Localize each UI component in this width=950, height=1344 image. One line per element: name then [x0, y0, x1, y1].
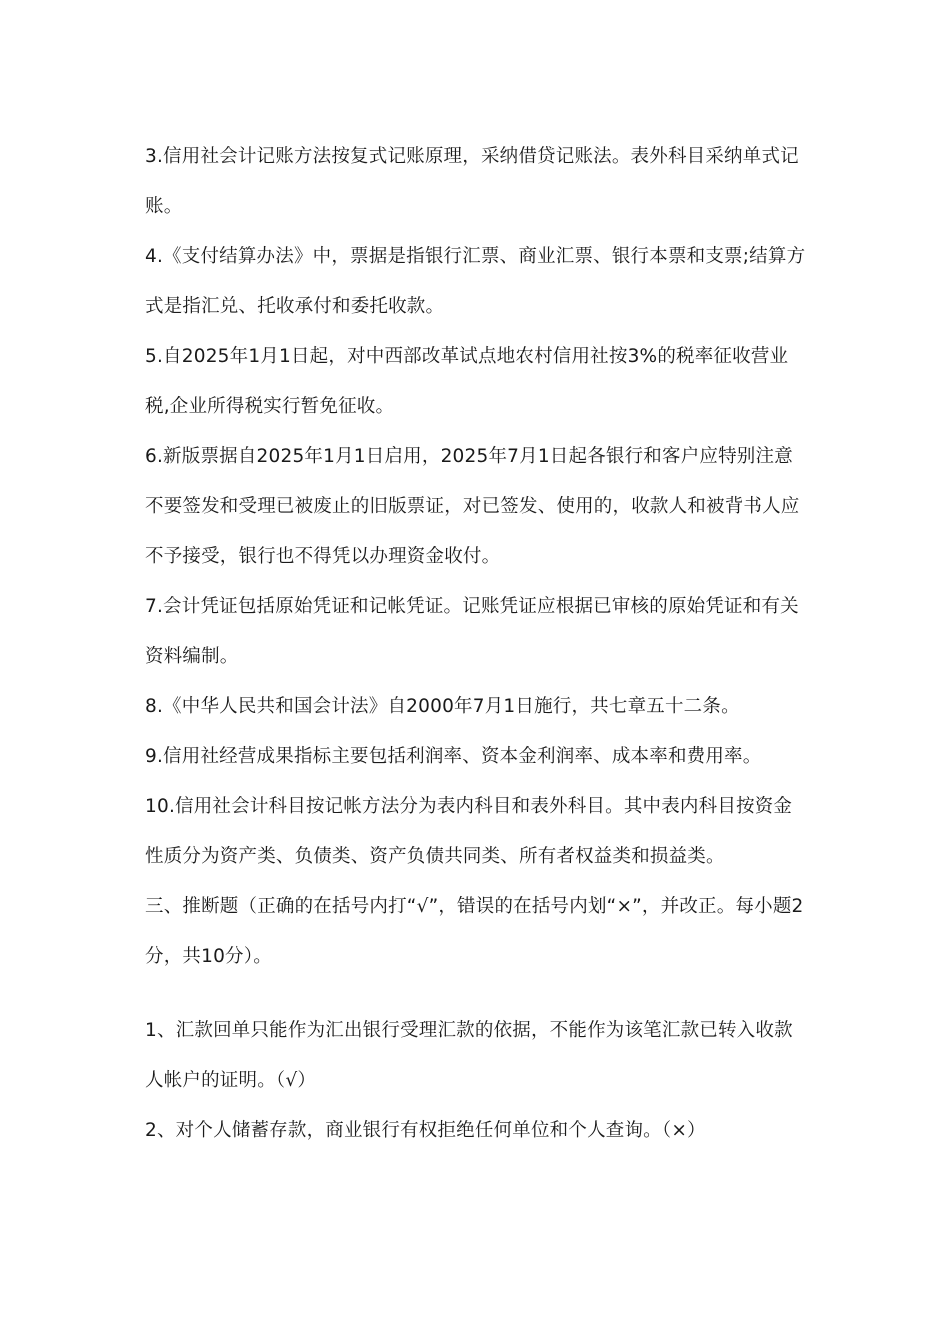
- paragraph-item-7: 7.会计凭证包括原始凭证和记帐凭证。记账凭证应根据已审核的原始凭证和有关资料编制。: [145, 596, 799, 667]
- paragraph-item-9: 9.信用社经营成果指标主要包括利润率、资本金利润率、成本率和费用率。: [145, 746, 762, 767]
- paragraph-item-4: 4.《支付结算办法》中，票据是指银行汇票、商业汇票、银行本票和支票;结算方式是指汇兑、托收承付和委托收款。: [145, 246, 806, 317]
- paragraph-item-5: 5.自2025年1月1日起，对中西部改革试点地农村信用社按3%的税率征收营业税,企业所得税实行暂免征收。: [145, 346, 789, 417]
- question-item-2: 2、对个人储蓄存款，商业银行有权拒绝任何单位和个人查询。（×）: [145, 1120, 706, 1141]
- section-heading: 三、推断题（正确的在括号内打“√”，错误的在括号内划“×”，并改正。每小题2分，共10分）。: [145, 896, 804, 967]
- document-body: [145, 132, 810, 1156]
- paragraph-item-8: 8.《中华人民共和国会计法》自2000年7月1日施行，共七章五十二条。: [145, 696, 740, 717]
- paragraph-item-3: 3.信用社会计记账方法按复式记账原理，采纳借贷记账法。表外科目采纳单式记账。: [145, 146, 799, 217]
- paragraph-item-6: 6.新版票据自2025年1月1日启用，2025年7月1日起各银行和客户应特别注意不要签发和受理已被废止的旧版票证，对已签发、使用的，收款人和被背书人应不予接受，银行也不得凭以办理资金收付。: [145, 446, 800, 567]
- paragraph-item-10: 10.信用社会计科目按记帐方法分为表内科目和表外科目。其中表内科目按资金性质分为资产类、负债类、资产负债共同类、所有者权益类和损益类。: [145, 796, 793, 867]
- question-item-1: 1、汇款回单只能作为汇出银行受理汇款的依据，不能作为该笔汇款已转入收款人帐户的证明。（√）: [145, 1020, 793, 1091]
- section-spacer: [145, 982, 810, 1006]
